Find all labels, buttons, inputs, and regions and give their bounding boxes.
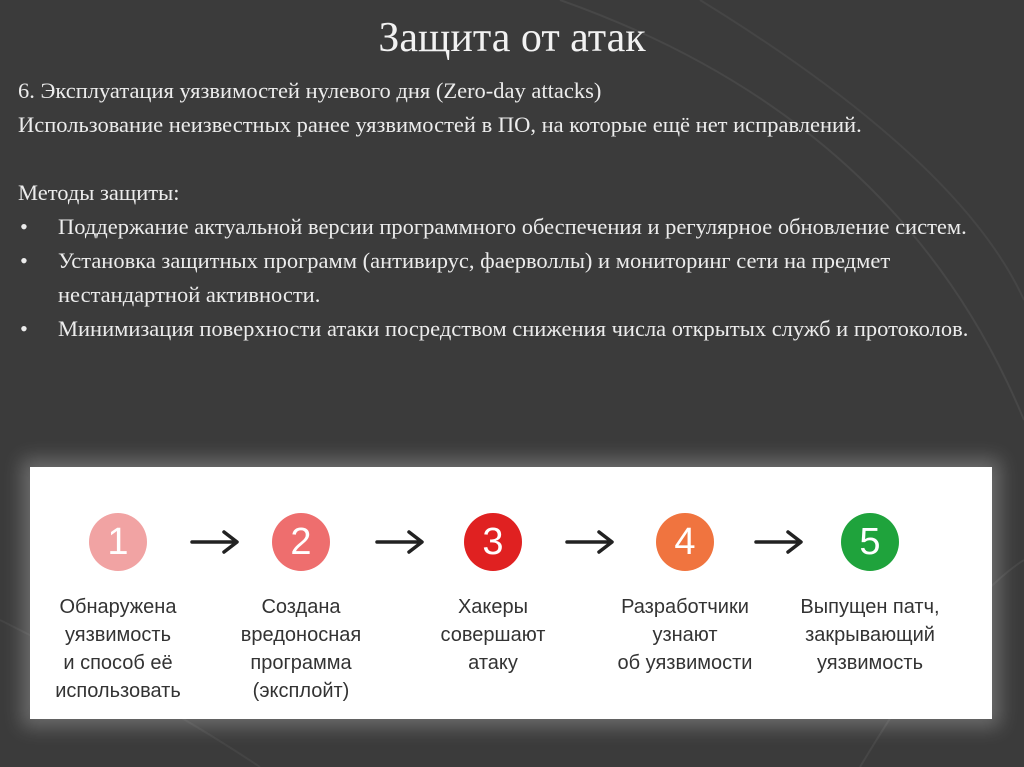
bullet-icon: • bbox=[20, 214, 28, 239]
list-item bbox=[18, 244, 1008, 312]
arrow-right-icon bbox=[565, 529, 617, 555]
methods-list bbox=[18, 210, 1008, 346]
step-label: Обнаружена уязвимость и способ её использовать bbox=[55, 596, 181, 702]
list-item bbox=[18, 210, 1008, 244]
step-label: Создана вредоносная программа (эксплойт) bbox=[240, 596, 362, 702]
list-item-text: Минимизация поверхности атаки посредством снижения числа открытых служб и протоколов. bbox=[58, 316, 969, 341]
timeline-step-5 bbox=[780, 513, 960, 677]
section-description: Использование неизвестных ранее уязвимостей в ПО, на которые ещё нет исправлений. bbox=[18, 112, 862, 137]
step-number-badge: 2 bbox=[272, 513, 330, 571]
list-item bbox=[18, 312, 1008, 346]
slide-title: Защита от атак bbox=[378, 15, 646, 61]
slide-body bbox=[18, 74, 1008, 346]
methods-label: Методы защиты: bbox=[18, 180, 180, 205]
arrow-right-icon bbox=[190, 529, 242, 555]
section-heading: 6. Эксплуатация уязвимостей нулевого дня (Zero-day attacks) bbox=[18, 78, 602, 103]
timeline-step-3 bbox=[403, 513, 583, 677]
zero-day-timeline-panel bbox=[30, 467, 992, 719]
step-number-badge: 4 bbox=[656, 513, 714, 571]
arrow-right-icon bbox=[375, 529, 427, 555]
bullet-icon: • bbox=[20, 316, 28, 341]
list-item-text: Поддержание актуальной версии программного обеспечения и регулярное обновление систем. bbox=[58, 214, 967, 239]
step-label: Хакеры совершают атаку bbox=[440, 596, 546, 674]
arrow-right-icon bbox=[754, 529, 806, 555]
step-label: Выпущен патч, закрывающий уязвимость bbox=[800, 596, 940, 674]
step-number-badge: 1 bbox=[89, 513, 147, 571]
step-number-badge: 5 bbox=[841, 513, 899, 571]
step-label: Разработчики узнают об уязвимости bbox=[617, 596, 753, 674]
timeline-step-4 bbox=[595, 513, 775, 677]
list-item-text: Установка защитных программ (антивирус, фаерволлы) и мониторинг сети на предмет нестандартной активности. bbox=[58, 248, 891, 307]
step-number-badge: 3 bbox=[464, 513, 522, 571]
bullet-icon: • bbox=[20, 248, 28, 273]
timeline-step-1 bbox=[28, 513, 208, 705]
